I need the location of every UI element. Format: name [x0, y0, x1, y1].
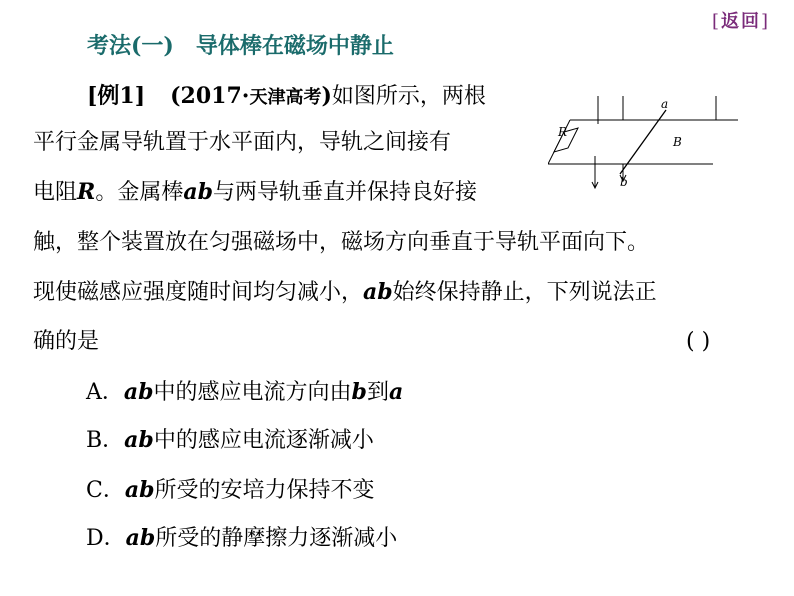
option-text: 中的感应电流逐渐减小 [153, 428, 374, 453]
rod-symbol: ab [363, 279, 393, 305]
source-name: 天津高考 [249, 87, 322, 108]
line3-text-a: 电阻 [33, 180, 78, 205]
source-close: ) [321, 83, 332, 109]
line5-text-a: 现使磁感应强度随时间均匀减小， [33, 280, 364, 305]
label-R: R [558, 125, 568, 139]
section-title: 导体棒在磁场中静止 [195, 33, 394, 59]
question-line-6: 确的是 [33, 329, 100, 354]
line3-text-b: 。金属棒 [95, 180, 184, 205]
rod-symbol: ab [183, 179, 213, 205]
question-line-5 [33, 272, 657, 312]
option-b[interactable] [86, 420, 374, 460]
line1-text: 如图所示，两根 [331, 84, 486, 109]
option-text: 中的感应电流方向由 [153, 380, 352, 405]
option-letter: D． [86, 526, 126, 551]
bracket-left-icon: [ [711, 11, 721, 32]
rod-symbol: ab [125, 525, 156, 551]
line5-text-b: 始终保持静止，下列说法正 [392, 280, 657, 305]
back-button[interactable] [709, 8, 773, 36]
option-a[interactable] [86, 372, 403, 412]
option-text: 所受的安培力保持不变 [154, 478, 375, 503]
rod-symbol: ab [124, 427, 154, 453]
resistor-symbol: R [77, 179, 96, 205]
option-c[interactable] [86, 470, 375, 510]
source-open: (2017· [170, 83, 250, 109]
question-line-2: 平行金属导轨置于水平面内，导轨之间接有 [33, 130, 452, 155]
line3-text-c: 与两导轨垂直并保持良好接 [212, 180, 477, 205]
example-tag: [例1] [87, 83, 146, 109]
question-line-3 [33, 172, 477, 212]
section-label: 考法(一) [87, 33, 174, 59]
circuit-diagram [548, 96, 738, 191]
label-B: B [673, 135, 682, 149]
answer-blank: ( ) [686, 329, 711, 354]
question-line-4: 触，整个装置放在匀强磁场中，磁场方向垂直于导轨平面向下。 [33, 230, 650, 255]
back-button-label: 返回 [721, 11, 761, 32]
point-b: b [351, 379, 367, 405]
option-text-to: 到 [366, 380, 389, 405]
bracket-right-icon: ] [761, 11, 771, 32]
option-text: 所受的静摩擦力逐渐减小 [155, 526, 398, 551]
rod-symbol: ab [124, 477, 155, 503]
rod-symbol: ab [123, 379, 154, 405]
point-a: a [388, 379, 404, 405]
option-letter: C． [86, 478, 125, 503]
option-letter: B． [86, 428, 125, 453]
question-line-1 [87, 76, 486, 116]
option-letter: A． [86, 380, 124, 405]
label-a: a [661, 97, 669, 111]
label-b: b [620, 175, 628, 189]
option-d[interactable] [86, 518, 397, 558]
section-heading [87, 28, 394, 64]
